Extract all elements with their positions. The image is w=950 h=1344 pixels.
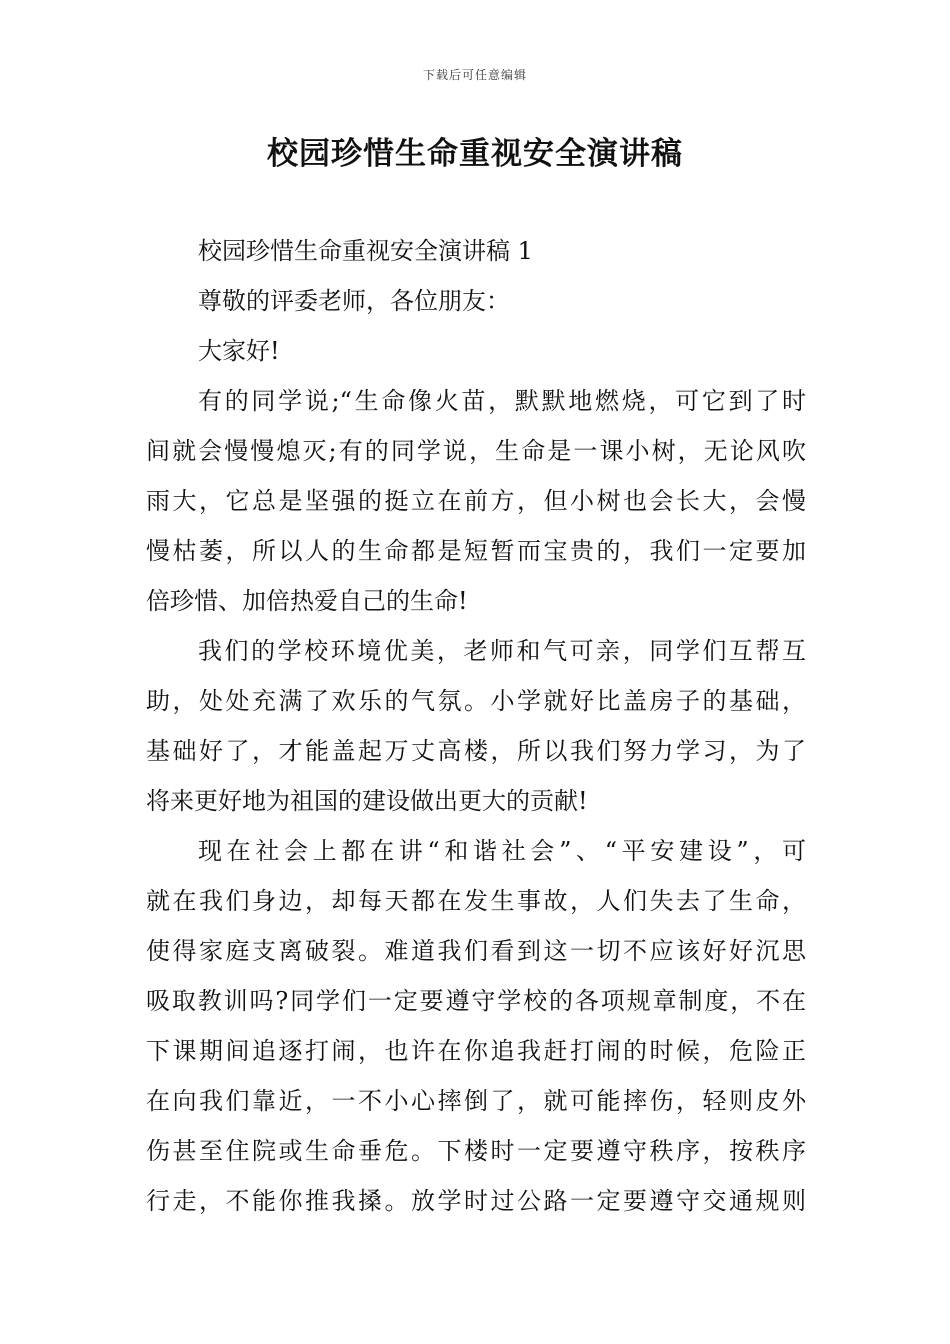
body-line: 雨大，它总是坚强的挺立在前方，但小树也会长大，会慢 bbox=[146, 487, 806, 515]
body-line: 行走，不能你推我搡。放学时过公路一定要遵守交通规则 bbox=[146, 1187, 806, 1215]
body-line: 有的同学说;“生命像火苗，默默地燃烧，可它到了时 bbox=[198, 387, 806, 415]
body-line: 伤甚至住院或生命垂危。下楼时一定要遵守秩序，按秩序 bbox=[146, 1137, 806, 1165]
body-line: 下课期间追逐打闹，也许在你追我赶打闹的时候，危险正 bbox=[146, 1037, 806, 1065]
body-line: 在向我们靠近，一不小心摔倒了，就可能摔伤，轻则皮外 bbox=[146, 1087, 806, 1115]
body-line: 基础好了，才能盖起万丈高楼，所以我们努力学习，为了 bbox=[146, 737, 806, 765]
body-line: 间就会慢慢熄灭;有的同学说，生命是一课小树，无论风吹 bbox=[146, 437, 806, 465]
body-line: 我们的学校环境优美，老师和气可亲，同学们互帮互 bbox=[198, 637, 806, 665]
document-body bbox=[146, 226, 806, 1226]
body-line: 就在我们身边，却每天都在发生事故，人们失去了生命， bbox=[146, 887, 806, 915]
body-line: 助，处处充满了欢乐的气氛。小学就好比盖房子的基础， bbox=[146, 687, 806, 715]
body-line: 慢枯萎，所以人的生命都是短暂而宝贵的，我们一定要加 bbox=[146, 537, 806, 565]
body-line: 尊敬的评委老师，各位朋友： bbox=[198, 287, 510, 315]
body-line: 倍珍惜、加倍热爱自己的生命! bbox=[146, 587, 468, 615]
body-line: 使得家庭支离破裂。难道我们看到这一切不应该好好沉思 bbox=[146, 937, 806, 965]
body-line: 大家好! bbox=[198, 337, 280, 365]
body-line: 吸取教训吗?同学们一定要遵守学校的各项规章制度，不在 bbox=[146, 987, 806, 1015]
body-line: 校园珍惜生命重视安全演讲稿 1 bbox=[198, 237, 533, 265]
body-line: 将来更好地为祖国的建设做出更大的贡献! bbox=[146, 787, 588, 815]
body-line: 现在社会上都在讲“和谐社会”、“平安建设”，可 bbox=[198, 837, 806, 865]
header-note: 下载后可任意编辑 bbox=[422, 68, 527, 82]
document-title: 校园珍惜生命重视安全演讲稿 bbox=[267, 136, 683, 172]
